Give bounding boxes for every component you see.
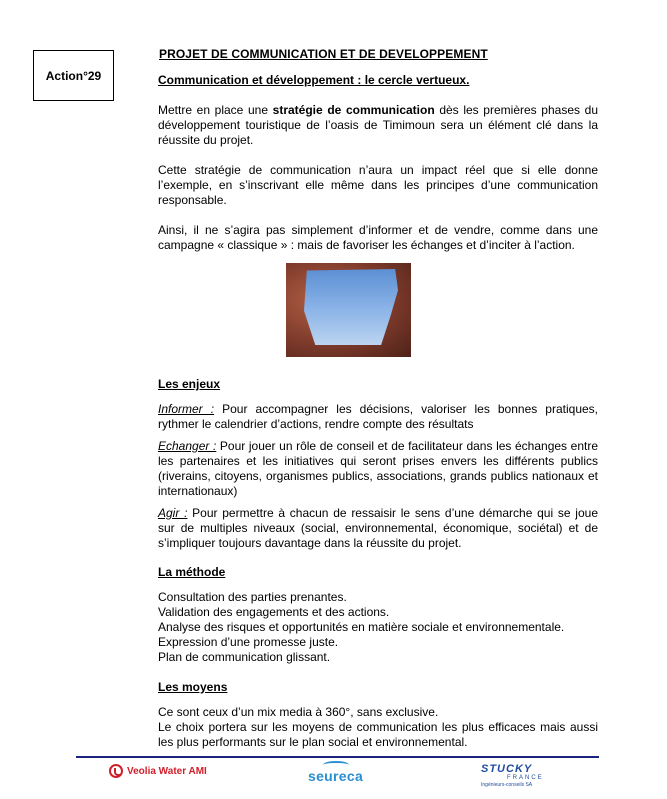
intro-paragraph-2: Cette stratégie de communication n’aura un impact réel que si elle donne l’exemple, en s’inscrivant elle même dans les principes d’une communication responsable. — [158, 163, 598, 207]
methode-line: Plan de communication glissant. — [158, 650, 331, 664]
stucky-logo-name: STUCKY — [481, 763, 533, 775]
enjeux-item — [158, 402, 598, 432]
stucky-logo — [481, 764, 544, 788]
enjeux-text: Pour permettre à chacun de ressaisir le sens d’une démarche qui se joue sur de multiples niveaux (social, environnemental, économique, sociétal) et de s’impliquer toujours davantage dans la réussite du projet. — [158, 506, 598, 550]
page-title: PROJET DE COMMUNICATION ET DE DEVELOPPEMENT — [159, 47, 488, 61]
seureca-logo-text: seureca — [308, 768, 364, 784]
enjeux-term: Agir : — [158, 506, 188, 520]
sky-through-rock-photo — [286, 263, 411, 357]
methode-line: Expression d’une promesse juste. — [158, 635, 339, 649]
intro-paragraph-3: Ainsi, il ne s’agira pas simplement d’informer et de vendre, comme dans une campagne « classique » : mais de favoriser les échanges et d’inciter à l’action. — [158, 223, 598, 252]
methode-list — [158, 590, 598, 665]
veolia-logo — [109, 764, 207, 778]
action-label: Action°29 — [45, 68, 102, 83]
enjeux-text: Pour accompagner les décisions, valoriser les bonnes pratiques, rythmer le calendrier d’actions, rendre compte des résultats — [158, 402, 598, 431]
enjeux-text: Pour jouer un rôle de conseil et de facilitateur dans les échanges entre les partenaires et les initiatives qui seront prises envers les différents publics (riverains, citoyens, organismes publics, associations, grands publics nationaux et internationaux) — [158, 439, 598, 498]
page-subtitle: Communication et développement : le cercle vertueux. — [158, 73, 470, 87]
moyens-line: Ce sont ceux d’un mix media à 360°, sans exclusive. — [158, 705, 439, 719]
moyens-title: Les moyens — [158, 680, 228, 694]
veolia-logo-text: Veolia Water AMI — [127, 765, 207, 777]
intro-p1-before: Mettre en place une — [158, 103, 273, 117]
methode-title: La méthode — [158, 565, 226, 579]
footer-divider — [76, 756, 599, 758]
enjeux-term: Informer : — [158, 402, 215, 416]
stucky-logo-tag: Ingénieurs-conseils SA — [481, 782, 533, 788]
enjeux-item — [158, 439, 598, 499]
document-body — [158, 47, 598, 750]
veolia-swirl-icon — [109, 764, 123, 778]
intro-p1-bold: stratégie de communication — [272, 103, 435, 117]
seureca-logo — [308, 761, 363, 783]
intro-p1-after: dès les premières phases du développement touristique de l’oasis de Timimoun sera un élément clé dans la réussite du projet. — [158, 103, 598, 147]
intro-paragraph-1 — [158, 103, 598, 148]
methode-line: Analyse des risques et opportunités en matière sociale et environnementale. — [158, 620, 565, 634]
methode-line: Consultation des parties prenantes. — [158, 590, 347, 604]
action-number-box — [33, 50, 114, 101]
enjeux-title: Les enjeux — [158, 377, 221, 391]
methode-line: Validation des engagements et des actions. — [158, 605, 390, 619]
stucky-logo-sub: FRANCE — [507, 775, 544, 781]
enjeux-term: Echanger : — [158, 439, 217, 453]
photo-sky-opening — [304, 269, 398, 345]
moyens-line: Le choix portera sur les moyens de communication les plus efficaces mais aussi les plus performants sur le plan social et environnemental. — [158, 720, 598, 749]
enjeux-item — [158, 506, 598, 551]
